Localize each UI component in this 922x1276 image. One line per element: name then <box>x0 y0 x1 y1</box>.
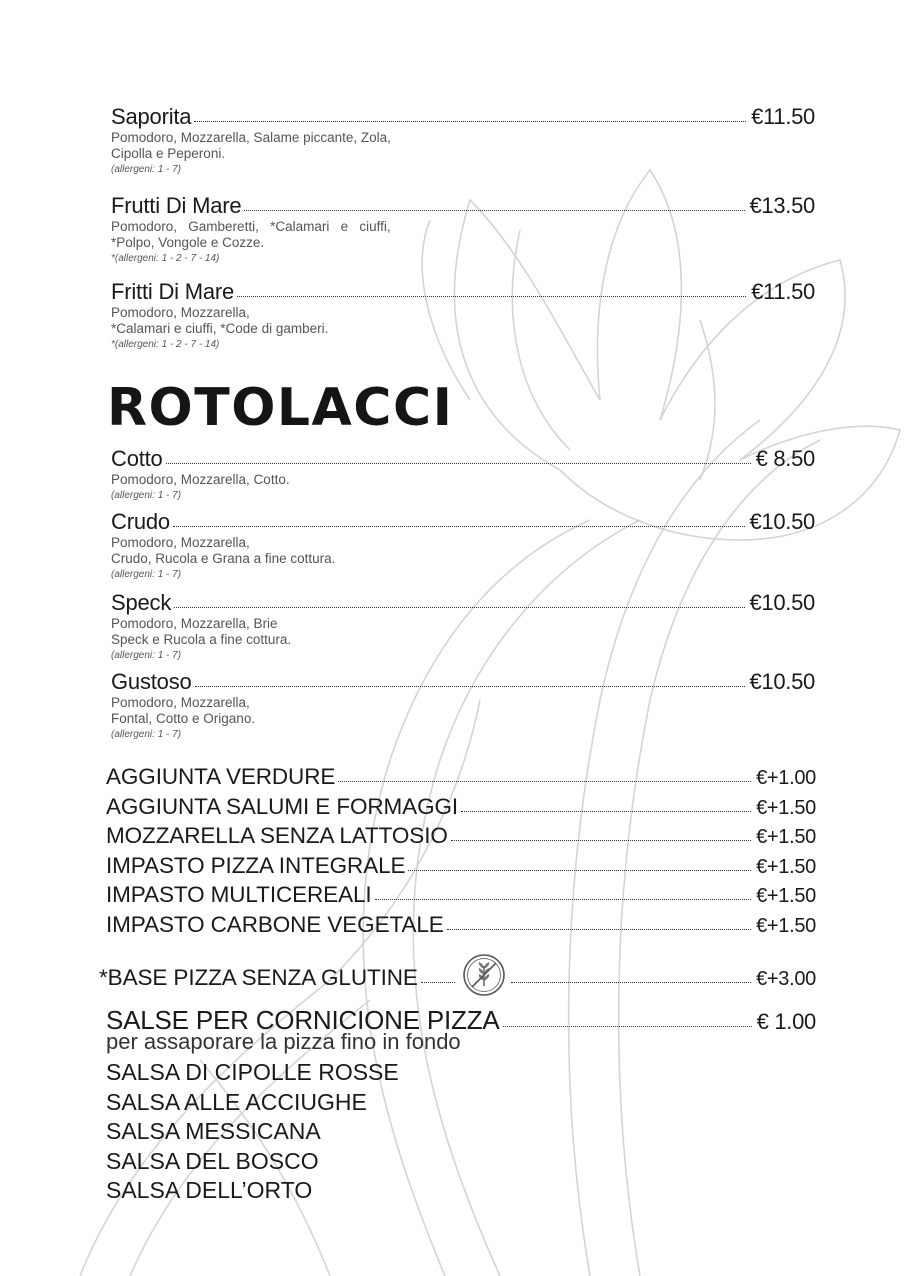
extra-item: IMPASTO PIZZA INTEGRALE €+1.50 <box>106 852 816 878</box>
extra-item: IMPASTO CARBONE VEGETALE €+1.50 <box>106 911 816 937</box>
menu-item-fritti-di-mare <box>111 279 815 353</box>
sauce-item: SALSA DI CIPOLLE ROSSE <box>106 1059 399 1085</box>
menu-item-saporita <box>111 104 815 178</box>
extra-item: AGGIUNTA VERDURE €+1.00 <box>106 764 816 789</box>
item-name: Gustoso <box>111 669 192 694</box>
item-description: Pomodoro, Mozzarella, Cotto. <box>111 472 290 487</box>
item-allergens: (allergeni: 1 - 7) <box>111 569 182 580</box>
extra-item-gluten-free: *BASE PIZZA SENZA GLUTINE €+3.00 <box>99 941 816 971</box>
dotted-leader <box>447 929 751 930</box>
item-allergens: (allergeni: 1 - 7) <box>111 650 182 661</box>
dotted-leader <box>174 607 744 608</box>
item-price: €10.50 <box>749 590 815 615</box>
item-price: €11.50 <box>751 279 815 304</box>
item-description: Pomodoro, Mozzarella, Salame piccante, Zola, Cipolla e Peperoni. <box>111 130 391 161</box>
dotted-leader <box>237 296 746 297</box>
sauce-item: SALSA MESSICANA <box>106 1118 321 1144</box>
item-allergens: (allergeni: 1 - 7) <box>111 490 182 501</box>
item-allergens: (allergeni: 1 - 7) <box>111 729 182 740</box>
sauce-item: SALSA DEL BOSCO <box>106 1147 319 1174</box>
dotted-leader <box>194 121 746 122</box>
item-name: Crudo <box>111 509 170 534</box>
section-title-rotolacci: ROTOLACCI <box>107 378 454 438</box>
dotted-leader <box>503 1026 752 1027</box>
item-description: Pomodoro, Mozzarella, *Calamari e ciuffi, *Code di gamberi. <box>111 305 329 336</box>
dotted-leader <box>244 210 744 211</box>
sauce-item: SALSA DELL’ORTO <box>106 1177 313 1203</box>
dotted-leader <box>451 840 751 841</box>
dotted-leader <box>421 982 455 983</box>
item-name: Saporita <box>111 104 192 129</box>
dotted-leader <box>195 686 745 687</box>
item-name: Cotto <box>111 446 163 471</box>
sauce-item: SALSA ALLE ACCIUGHE <box>106 1088 367 1115</box>
item-allergens: *(allergeni: 1 - 2 - 7 - 14) <box>111 339 220 350</box>
item-price: €10.50 <box>749 669 815 694</box>
item-description: Pomodoro, Gamberetti, *Calamari e ciuffi, *Polpo, Vongole e Cozze. <box>111 219 391 250</box>
sauces-list <box>106 1058 816 1206</box>
item-price: €13.50 <box>749 193 815 218</box>
extra-item: IMPASTO MULTICEREALI €+1.50 <box>106 882 816 907</box>
menu-item-crudo <box>111 509 815 583</box>
dotted-leader <box>375 899 752 900</box>
sauces-section <box>106 1005 816 1206</box>
dotted-leader <box>511 982 751 983</box>
item-allergens: (allergeni: 1 - 7) <box>111 164 182 175</box>
extra-item: AGGIUNTA SALUMI E FORMAGGI €+1.50 <box>106 793 816 819</box>
menu-item-gustoso <box>111 669 815 743</box>
item-price: € 8.50 <box>755 446 815 471</box>
dotted-leader <box>173 526 745 527</box>
sauces-title: SALSE PER CORNICIONE PIZZA <box>106 1005 500 1035</box>
item-price: €11.50 <box>751 104 815 129</box>
item-description: Pomodoro, Mozzarella, Brie Speck e Rucola a fine cottura. <box>111 616 292 647</box>
item-allergens: *(allergeni: 1 - 2 - 7 - 14) <box>111 253 220 264</box>
item-name: Frutti Di Mare <box>111 193 242 218</box>
item-name: Speck <box>111 590 172 615</box>
sauces-price: € 1.00 <box>756 1009 816 1034</box>
sauces-subtitle: per assaporare la pizza fino in fondo <box>106 1029 461 1054</box>
menu-item-frutti-di-mare <box>111 193 815 267</box>
item-price: €10.50 <box>749 509 815 534</box>
gluten-free-icon <box>462 953 506 997</box>
item-description: Pomodoro, Mozzarella, Fontal, Cotto e Origano. <box>111 695 256 726</box>
dotted-leader <box>461 811 751 812</box>
menu-item-speck <box>111 590 815 664</box>
dotted-leader <box>338 781 751 782</box>
item-description: Pomodoro, Mozzarella, Crudo, Rucola e Grana a fine cottura. <box>111 535 336 566</box>
extras-list <box>99 764 816 990</box>
extra-item: MOZZARELLA SENZA LATTOSIO €+1.50 <box>106 823 816 848</box>
dotted-leader <box>408 870 751 871</box>
item-name: Fritti Di Mare <box>111 279 235 304</box>
dotted-leader <box>166 463 751 464</box>
menu-item-cotto <box>111 446 815 504</box>
